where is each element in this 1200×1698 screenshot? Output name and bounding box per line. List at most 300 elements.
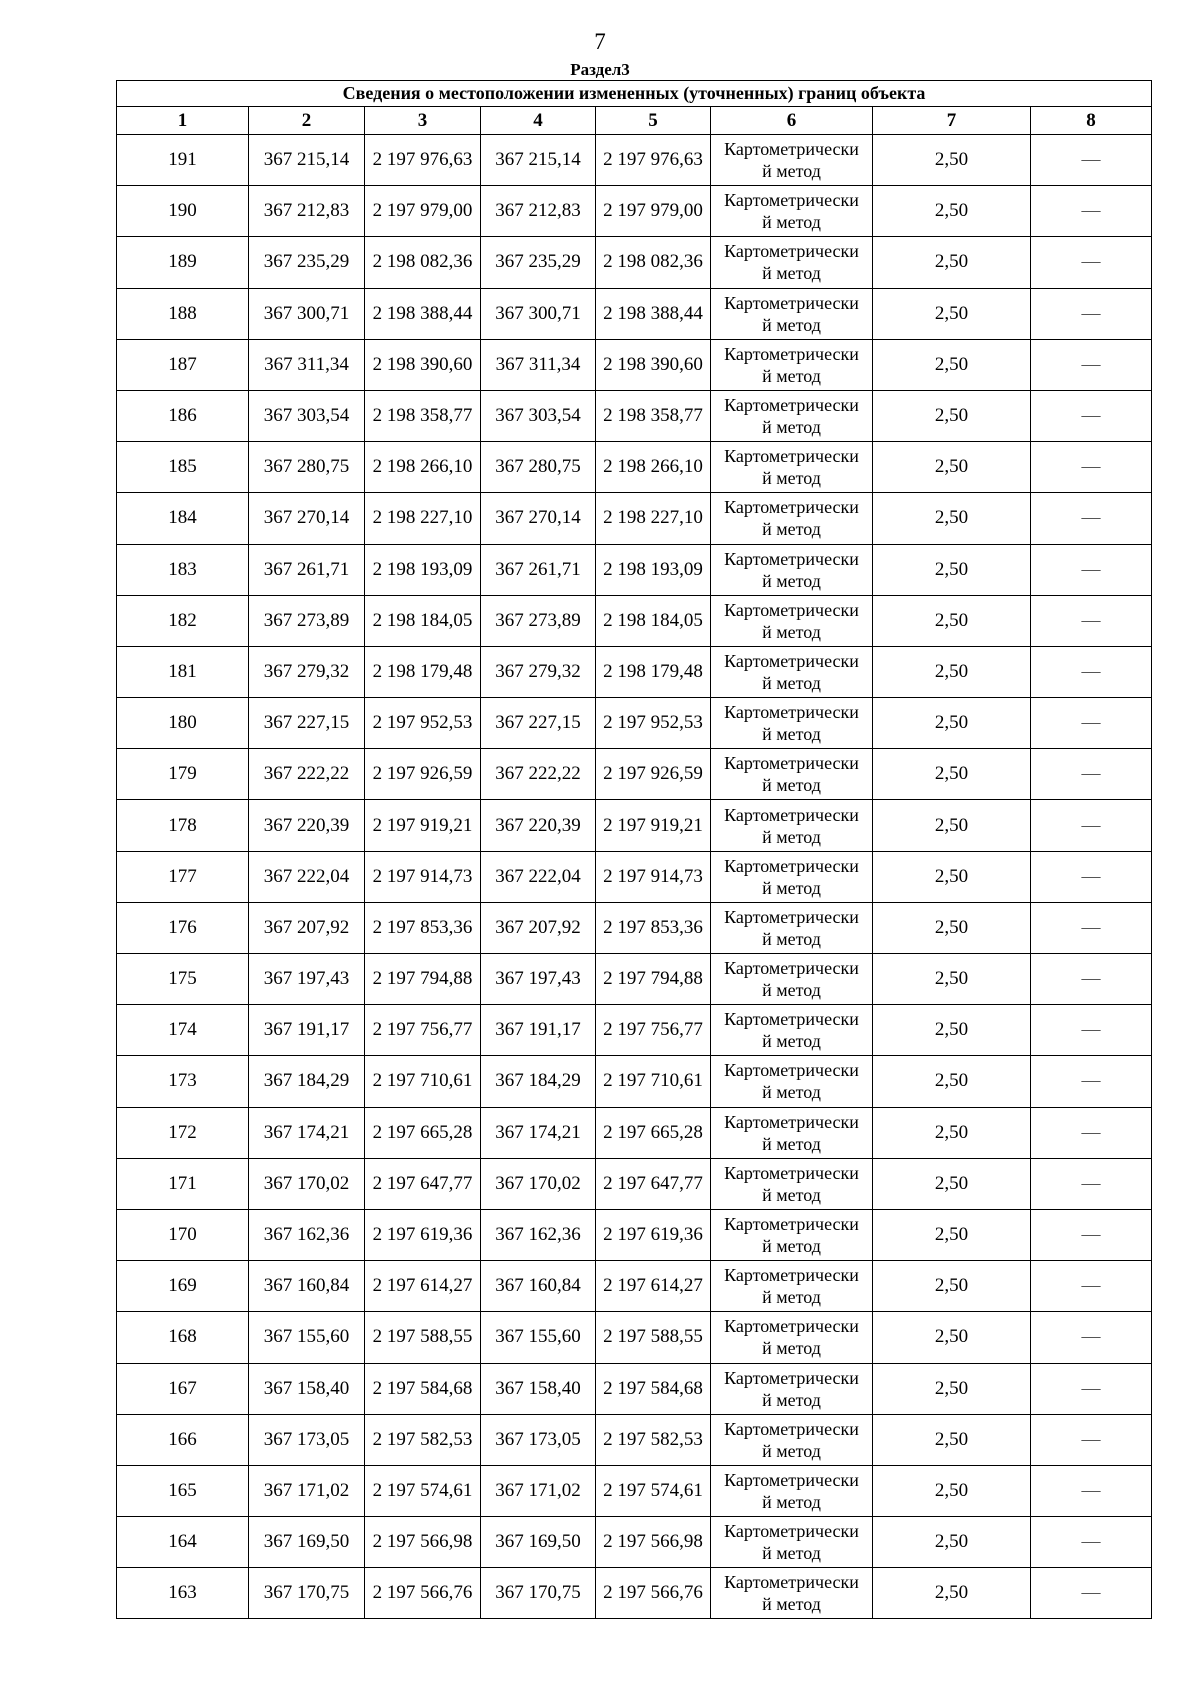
method-cell — [711, 1568, 873, 1619]
point-number-cell: 184 — [117, 493, 249, 544]
accuracy-cell: 2,50 — [873, 135, 1031, 186]
accuracy-cell: 2,50 — [873, 1209, 1031, 1260]
accuracy-cell: 2,50 — [873, 1517, 1031, 1568]
x-new-cell: 367 160,84 — [481, 1261, 596, 1312]
method-text-line: Картометрически — [724, 1469, 859, 1490]
y-old-cell: 2 197 979,00 — [365, 186, 481, 237]
y-old-cell: 2 198 227,10 — [365, 493, 481, 544]
method-text-line: Картометрически — [724, 1060, 859, 1081]
y-old-cell: 2 197 647,77 — [365, 1158, 481, 1209]
accuracy-cell: 2,50 — [873, 390, 1031, 441]
method-text-line: Картометрически — [724, 1111, 859, 1132]
table-row — [117, 390, 1152, 441]
x-new-cell: 367 162,36 — [481, 1209, 596, 1260]
x-old-cell: 367 220,39 — [249, 800, 365, 851]
column-header: 6 — [711, 107, 873, 135]
y-old-cell: 2 198 179,48 — [365, 646, 481, 697]
x-new-cell: 367 280,75 — [481, 442, 596, 493]
point-number-cell: 187 — [117, 339, 249, 390]
point-number-cell: 185 — [117, 442, 249, 493]
table-body — [117, 135, 1152, 1619]
x-new-cell: 367 173,05 — [481, 1414, 596, 1465]
table-row — [117, 135, 1152, 186]
y-new-cell: 2 197 926,59 — [596, 749, 711, 800]
table-row — [117, 288, 1152, 339]
point-number-cell: 181 — [117, 646, 249, 697]
method-text-line: Картометрически — [724, 497, 859, 518]
y-old-cell: 2 197 584,68 — [365, 1363, 481, 1414]
y-new-cell: 2 197 566,76 — [596, 1568, 711, 1619]
table-row — [117, 1056, 1152, 1107]
description-cell: — — [1031, 1107, 1152, 1158]
point-number-cell: 175 — [117, 954, 249, 1005]
method-text-line: й метод — [762, 1236, 821, 1257]
accuracy-cell: 2,50 — [873, 1005, 1031, 1056]
table-row — [117, 595, 1152, 646]
table-row — [117, 339, 1152, 390]
y-new-cell: 2 197 665,28 — [596, 1107, 711, 1158]
point-number-cell: 183 — [117, 544, 249, 595]
x-new-cell: 367 303,54 — [481, 390, 596, 441]
point-number-cell: 166 — [117, 1414, 249, 1465]
point-number-cell: 169 — [117, 1261, 249, 1312]
accuracy-cell: 2,50 — [873, 800, 1031, 851]
point-number-cell: 174 — [117, 1005, 249, 1056]
table-row — [117, 1363, 1152, 1414]
description-cell: — — [1031, 1312, 1152, 1363]
method-cell — [711, 186, 873, 237]
x-old-cell: 367 173,05 — [249, 1414, 365, 1465]
y-old-cell: 2 197 619,36 — [365, 1209, 481, 1260]
accuracy-cell: 2,50 — [873, 1261, 1031, 1312]
point-number-cell: 164 — [117, 1517, 249, 1568]
method-cell — [711, 1158, 873, 1209]
y-old-cell: 2 197 614,27 — [365, 1261, 481, 1312]
table-row — [117, 800, 1152, 851]
x-old-cell: 367 160,84 — [249, 1261, 365, 1312]
x-old-cell: 367 261,71 — [249, 544, 365, 595]
y-new-cell: 2 197 574,61 — [596, 1465, 711, 1516]
x-new-cell: 367 311,34 — [481, 339, 596, 390]
x-old-cell: 367 174,21 — [249, 1107, 365, 1158]
method-text-line: Картометрически — [724, 395, 859, 416]
column-header: 4 — [481, 107, 596, 135]
accuracy-cell: 2,50 — [873, 902, 1031, 953]
description-cell: — — [1031, 442, 1152, 493]
method-cell — [711, 749, 873, 800]
accuracy-cell: 2,50 — [873, 544, 1031, 595]
table-row — [117, 544, 1152, 595]
column-header: 3 — [365, 107, 481, 135]
table-row — [117, 1005, 1152, 1056]
method-text-line: Картометрически — [724, 548, 859, 569]
accuracy-cell: 2,50 — [873, 1312, 1031, 1363]
accuracy-cell: 2,50 — [873, 1465, 1031, 1516]
x-new-cell: 367 270,14 — [481, 493, 596, 544]
accuracy-cell: 2,50 — [873, 339, 1031, 390]
method-text-line: й метод — [762, 1031, 821, 1052]
accuracy-cell: 2,50 — [873, 288, 1031, 339]
coordinates-table — [116, 80, 1152, 1619]
x-old-cell: 367 227,15 — [249, 698, 365, 749]
method-text-line: й метод — [762, 877, 821, 898]
method-text-line: Картометрически — [724, 906, 859, 927]
table-row — [117, 851, 1152, 902]
point-number-cell: 167 — [117, 1363, 249, 1414]
x-new-cell: 367 215,14 — [481, 135, 596, 186]
point-number-cell: 171 — [117, 1158, 249, 1209]
y-old-cell: 2 198 388,44 — [365, 288, 481, 339]
method-cell — [711, 1312, 873, 1363]
method-text-line: й метод — [762, 1082, 821, 1103]
method-text-line: й метод — [762, 980, 821, 1001]
x-old-cell: 367 212,83 — [249, 186, 365, 237]
x-old-cell: 367 158,40 — [249, 1363, 365, 1414]
method-cell — [711, 1005, 873, 1056]
method-text-line: й метод — [762, 570, 821, 591]
point-number-cell: 179 — [117, 749, 249, 800]
method-text-line: й метод — [762, 468, 821, 489]
description-cell: — — [1031, 954, 1152, 1005]
method-cell — [711, 339, 873, 390]
accuracy-cell: 2,50 — [873, 595, 1031, 646]
x-new-cell: 367 235,29 — [481, 237, 596, 288]
method-cell — [711, 646, 873, 697]
method-text-line: Картометрически — [724, 1214, 859, 1235]
x-new-cell: 367 197,43 — [481, 954, 596, 1005]
method-text-line: й метод — [762, 1543, 821, 1564]
description-cell: — — [1031, 186, 1152, 237]
y-new-cell: 2 197 756,77 — [596, 1005, 711, 1056]
method-cell — [711, 1056, 873, 1107]
description-cell: — — [1031, 1056, 1152, 1107]
y-old-cell: 2 197 566,76 — [365, 1568, 481, 1619]
x-old-cell: 367 170,02 — [249, 1158, 365, 1209]
column-header: 2 — [249, 107, 365, 135]
point-number-cell: 168 — [117, 1312, 249, 1363]
method-cell — [711, 1414, 873, 1465]
x-old-cell: 367 162,36 — [249, 1209, 365, 1260]
y-new-cell: 2 198 266,10 — [596, 442, 711, 493]
description-cell: — — [1031, 851, 1152, 902]
point-number-cell: 177 — [117, 851, 249, 902]
x-old-cell: 367 171,02 — [249, 1465, 365, 1516]
y-old-cell: 2 198 266,10 — [365, 442, 481, 493]
method-text-line: Картометрически — [724, 292, 859, 313]
point-number-cell: 182 — [117, 595, 249, 646]
y-old-cell: 2 198 193,09 — [365, 544, 481, 595]
method-cell — [711, 493, 873, 544]
table-row — [117, 186, 1152, 237]
x-new-cell: 367 220,39 — [481, 800, 596, 851]
y-old-cell: 2 197 665,28 — [365, 1107, 481, 1158]
method-text-line: й метод — [762, 1287, 821, 1308]
x-new-cell: 367 300,71 — [481, 288, 596, 339]
accuracy-cell: 2,50 — [873, 749, 1031, 800]
description-cell: — — [1031, 1568, 1152, 1619]
y-new-cell: 2 197 710,61 — [596, 1056, 711, 1107]
x-new-cell: 367 207,92 — [481, 902, 596, 953]
method-text-line: й метод — [762, 1133, 821, 1154]
method-text-line: й метод — [762, 263, 821, 284]
accuracy-cell: 2,50 — [873, 1414, 1031, 1465]
method-text-line: Картометрически — [724, 446, 859, 467]
y-new-cell: 2 197 582,53 — [596, 1414, 711, 1465]
y-new-cell: 2 197 566,98 — [596, 1517, 711, 1568]
method-text-line: й метод — [762, 672, 821, 693]
point-number-cell: 172 — [117, 1107, 249, 1158]
method-text-line: й метод — [762, 826, 821, 847]
y-new-cell: 2 197 979,00 — [596, 186, 711, 237]
y-old-cell: 2 197 588,55 — [365, 1312, 481, 1363]
description-cell: — — [1031, 800, 1152, 851]
y-new-cell: 2 197 794,88 — [596, 954, 711, 1005]
y-old-cell: 2 197 756,77 — [365, 1005, 481, 1056]
x-new-cell: 367 155,60 — [481, 1312, 596, 1363]
method-text-line: Картометрически — [724, 1418, 859, 1439]
point-number-cell: 176 — [117, 902, 249, 953]
page-number: 7 — [594, 29, 606, 54]
column-header: 1 — [117, 107, 249, 135]
method-text-line: й метод — [762, 775, 821, 796]
y-new-cell: 2 198 082,36 — [596, 237, 711, 288]
x-new-cell: 367 170,75 — [481, 1568, 596, 1619]
y-new-cell: 2 197 914,73 — [596, 851, 711, 902]
x-old-cell: 367 279,32 — [249, 646, 365, 697]
method-text-line: й метод — [762, 417, 821, 438]
x-old-cell: 367 270,14 — [249, 493, 365, 544]
x-old-cell: 367 207,92 — [249, 902, 365, 953]
y-new-cell: 2 197 853,36 — [596, 902, 711, 953]
accuracy-cell: 2,50 — [873, 851, 1031, 902]
method-text-line: й метод — [762, 212, 821, 233]
accuracy-cell: 2,50 — [873, 1363, 1031, 1414]
y-old-cell: 2 198 082,36 — [365, 237, 481, 288]
y-old-cell: 2 197 566,98 — [365, 1517, 481, 1568]
x-old-cell: 367 235,29 — [249, 237, 365, 288]
method-text-line: Картометрически — [724, 1265, 859, 1286]
x-old-cell: 367 170,75 — [249, 1568, 365, 1619]
method-text-line: Картометрически — [724, 1521, 859, 1542]
description-cell: — — [1031, 595, 1152, 646]
x-new-cell: 367 191,17 — [481, 1005, 596, 1056]
x-old-cell: 367 197,43 — [249, 954, 365, 1005]
y-old-cell: 2 197 926,59 — [365, 749, 481, 800]
x-old-cell: 367 169,50 — [249, 1517, 365, 1568]
description-cell: — — [1031, 698, 1152, 749]
method-text-line: Картометрически — [724, 241, 859, 262]
y-new-cell: 2 198 193,09 — [596, 544, 711, 595]
method-text-line: Картометрически — [724, 958, 859, 979]
accuracy-cell: 2,50 — [873, 493, 1031, 544]
y-old-cell: 2 197 976,63 — [365, 135, 481, 186]
y-old-cell: 2 198 358,77 — [365, 390, 481, 441]
table-row — [117, 1465, 1152, 1516]
accuracy-cell: 2,50 — [873, 442, 1031, 493]
method-text-line: й метод — [762, 519, 821, 540]
point-number-cell: 165 — [117, 1465, 249, 1516]
point-number-cell: 188 — [117, 288, 249, 339]
x-new-cell: 367 261,71 — [481, 544, 596, 595]
method-cell — [711, 544, 873, 595]
description-cell: — — [1031, 493, 1152, 544]
accuracy-cell: 2,50 — [873, 698, 1031, 749]
description-cell: — — [1031, 749, 1152, 800]
method-text-line: Картометрически — [724, 1162, 859, 1183]
table-row — [117, 1568, 1152, 1619]
description-cell: — — [1031, 1465, 1152, 1516]
x-old-cell: 367 215,14 — [249, 135, 365, 186]
description-cell: — — [1031, 1005, 1152, 1056]
accuracy-cell: 2,50 — [873, 237, 1031, 288]
description-cell: — — [1031, 1363, 1152, 1414]
description-cell: — — [1031, 1209, 1152, 1260]
method-cell — [711, 1209, 873, 1260]
method-text-line: Картометрически — [724, 599, 859, 620]
y-old-cell: 2 197 710,61 — [365, 1056, 481, 1107]
point-number-cell: 173 — [117, 1056, 249, 1107]
y-old-cell: 2 198 184,05 — [365, 595, 481, 646]
accuracy-cell: 2,50 — [873, 1568, 1031, 1619]
method-text-line: Картометрически — [724, 1572, 859, 1593]
table-row — [117, 442, 1152, 493]
y-new-cell: 2 198 388,44 — [596, 288, 711, 339]
accuracy-cell: 2,50 — [873, 186, 1031, 237]
y-old-cell: 2 197 919,21 — [365, 800, 481, 851]
table-row — [117, 646, 1152, 697]
y-new-cell: 2 198 184,05 — [596, 595, 711, 646]
table-row — [117, 698, 1152, 749]
accuracy-cell: 2,50 — [873, 646, 1031, 697]
method-text-line: й метод — [762, 1440, 821, 1461]
method-text-line: й метод — [762, 928, 821, 949]
method-cell — [711, 902, 873, 953]
description-cell: — — [1031, 339, 1152, 390]
x-new-cell: 367 170,02 — [481, 1158, 596, 1209]
y-new-cell: 2 197 614,27 — [596, 1261, 711, 1312]
method-text-line: Картометрически — [724, 190, 859, 211]
x-new-cell: 367 212,83 — [481, 186, 596, 237]
y-new-cell: 2 198 227,10 — [596, 493, 711, 544]
table-row — [117, 1312, 1152, 1363]
table-row — [117, 1261, 1152, 1312]
description-cell: — — [1031, 1414, 1152, 1465]
y-old-cell: 2 197 853,36 — [365, 902, 481, 953]
y-new-cell: 2 197 919,21 — [596, 800, 711, 851]
table-row — [117, 902, 1152, 953]
x-new-cell: 367 279,32 — [481, 646, 596, 697]
table-row — [117, 1414, 1152, 1465]
point-number-cell: 180 — [117, 698, 249, 749]
description-cell: — — [1031, 1517, 1152, 1568]
x-old-cell: 367 303,54 — [249, 390, 365, 441]
method-cell — [711, 1363, 873, 1414]
y-new-cell: 2 198 179,48 — [596, 646, 711, 697]
x-new-cell: 367 174,21 — [481, 1107, 596, 1158]
y-new-cell: 2 198 358,77 — [596, 390, 711, 441]
method-text-line: й метод — [762, 314, 821, 335]
method-cell — [711, 1465, 873, 1516]
column-header: 8 — [1031, 107, 1152, 135]
section-title: Раздел3 — [570, 60, 630, 79]
y-new-cell: 2 197 619,36 — [596, 1209, 711, 1260]
description-cell: — — [1031, 1261, 1152, 1312]
method-text-line: Картометрически — [724, 804, 859, 825]
table-row — [117, 237, 1152, 288]
method-cell — [711, 1517, 873, 1568]
table-row — [117, 954, 1152, 1005]
point-number-cell: 178 — [117, 800, 249, 851]
method-cell — [711, 698, 873, 749]
x-old-cell: 367 300,71 — [249, 288, 365, 339]
x-new-cell: 367 158,40 — [481, 1363, 596, 1414]
method-cell — [711, 442, 873, 493]
description-cell: — — [1031, 646, 1152, 697]
description-cell: — — [1031, 544, 1152, 595]
method-cell — [711, 390, 873, 441]
method-cell — [711, 954, 873, 1005]
column-header: 7 — [873, 107, 1031, 135]
point-number-cell: 170 — [117, 1209, 249, 1260]
table-row — [117, 1209, 1152, 1260]
method-text-line: й метод — [762, 1594, 821, 1615]
column-header: 5 — [596, 107, 711, 135]
x-old-cell: 367 184,29 — [249, 1056, 365, 1107]
method-text-line: й метод — [762, 724, 821, 745]
method-text-line: й метод — [762, 1389, 821, 1410]
accuracy-cell: 2,50 — [873, 1056, 1031, 1107]
method-text-line: Картометрически — [724, 1316, 859, 1337]
method-text-line: Картометрически — [724, 855, 859, 876]
method-text-line: Картометрически — [724, 343, 859, 364]
x-old-cell: 367 191,17 — [249, 1005, 365, 1056]
y-old-cell: 2 198 390,60 — [365, 339, 481, 390]
y-old-cell: 2 197 582,53 — [365, 1414, 481, 1465]
method-text-line: й метод — [762, 1491, 821, 1512]
method-text-line: Картометрически — [724, 650, 859, 671]
method-cell — [711, 595, 873, 646]
method-cell — [711, 237, 873, 288]
y-old-cell: 2 197 914,73 — [365, 851, 481, 902]
point-number-cell: 190 — [117, 186, 249, 237]
y-old-cell: 2 197 574,61 — [365, 1465, 481, 1516]
method-text-line: й метод — [762, 1184, 821, 1205]
column-numbers-row — [117, 107, 1152, 135]
x-old-cell: 367 222,04 — [249, 851, 365, 902]
method-text-line: Картометрически — [724, 1367, 859, 1388]
point-number-cell: 163 — [117, 1568, 249, 1619]
table-row — [117, 1158, 1152, 1209]
method-text-line: й метод — [762, 161, 821, 182]
method-cell — [711, 1261, 873, 1312]
description-cell: — — [1031, 288, 1152, 339]
x-old-cell: 367 155,60 — [249, 1312, 365, 1363]
table-caption: Сведения о местоположении измененных (уточненных) границ объекта — [117, 81, 1152, 107]
method-cell — [711, 851, 873, 902]
x-old-cell: 367 311,34 — [249, 339, 365, 390]
point-number-cell: 191 — [117, 135, 249, 186]
x-new-cell: 367 222,22 — [481, 749, 596, 800]
method-text-line: Картометрически — [724, 139, 859, 160]
table-row — [117, 493, 1152, 544]
point-number-cell: 189 — [117, 237, 249, 288]
method-cell — [711, 288, 873, 339]
point-number-cell: 186 — [117, 390, 249, 441]
method-text-line: й метод — [762, 1338, 821, 1359]
x-new-cell: 367 171,02 — [481, 1465, 596, 1516]
y-new-cell: 2 198 390,60 — [596, 339, 711, 390]
x-new-cell: 367 222,04 — [481, 851, 596, 902]
